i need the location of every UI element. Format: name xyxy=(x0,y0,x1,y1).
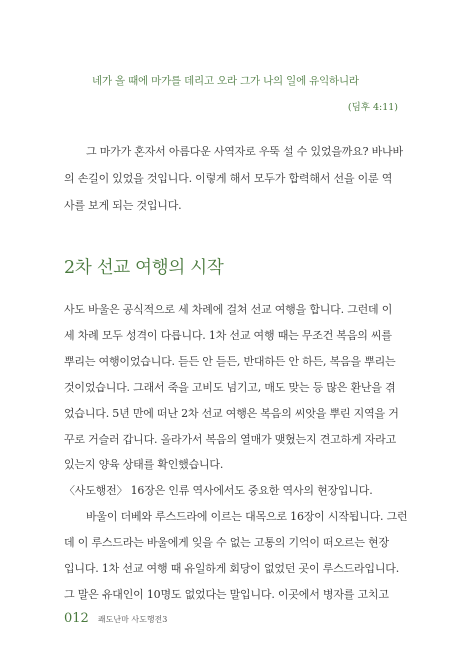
text-line: 사도 바울은 공식적으로 세 차례에 걸쳐 선교 여행을 합니다. 그런데 이 xyxy=(64,303,393,316)
text-line: 세 차례 모두 성격이 다릅니다. 1차 선교 여행 때는 무조건 복음의 씨를 xyxy=(64,328,392,342)
text-line: 데 이 루스드라는 바울에게 잊을 수 없는 고통의 기억이 떠오르는 현장 xyxy=(64,536,389,550)
text-line: 〈사도행전〉 16장은 인류 역사에서도 중요한 역사의 현장입니다. xyxy=(64,484,373,498)
text-line: 의 손길이 있었을 것입니다. 이렇게 해서 모두가 합력해서 선을 이룬 역 xyxy=(64,171,393,185)
body-paragraphs xyxy=(64,297,408,608)
verse-quote: 네가 올 때에 마가를 데리고 오라 그가 나의 일에 유익하니라 xyxy=(92,75,359,87)
section-heading: 2차 선교 여행의 시작 xyxy=(64,258,224,278)
text-line: 뿌리는 여행이었습니다. 듣든 안 듣든, 반대하든 안 하든, 복음을 뿌리는 xyxy=(64,354,396,368)
text-line: 것이었습니다. 그래서 죽을 고비도 넘기고, 매도 맞는 등 많은 환난을 겪 xyxy=(64,380,396,394)
text-line: 그 마가가 혼자서 아름다운 사역자로 우뚝 설 수 있었을까요? 바나바 xyxy=(86,145,403,158)
text-line: 바울이 더베와 루스드라에 이르는 대목으로 16장이 시작됩니다. 그런 xyxy=(86,510,408,524)
verse-reference: (딤후 4:11) xyxy=(347,102,398,113)
text-line: 있는지 양육 상태를 확인했습니다. xyxy=(64,458,224,472)
page-footer xyxy=(64,607,167,626)
text-line: 꾸로 거슬러 갑니다. 올라가서 복음의 열매가 맺혔는지 견고하게 자라고 xyxy=(64,432,397,446)
text-line: 었습니다. 5년 만에 떠난 2차 선교 여행은 복음의 씨앗을 뿌린 지역을 거 xyxy=(64,406,399,420)
text-line: 입니다. 1차 선교 여행 때 유일하게 회당이 없었던 곳이 루스드라입니다. xyxy=(64,562,399,576)
book-title: 쾌도난마 사도행전3 xyxy=(97,615,168,624)
text-line: 그 말은 유대인이 10명도 없었다는 말입니다. 이곳에서 병자를 고치고 xyxy=(64,587,389,601)
intro-paragraph xyxy=(64,139,404,219)
page-number: 012 xyxy=(64,611,89,626)
text-line: 사를 보게 되는 것입니다. xyxy=(64,198,182,212)
